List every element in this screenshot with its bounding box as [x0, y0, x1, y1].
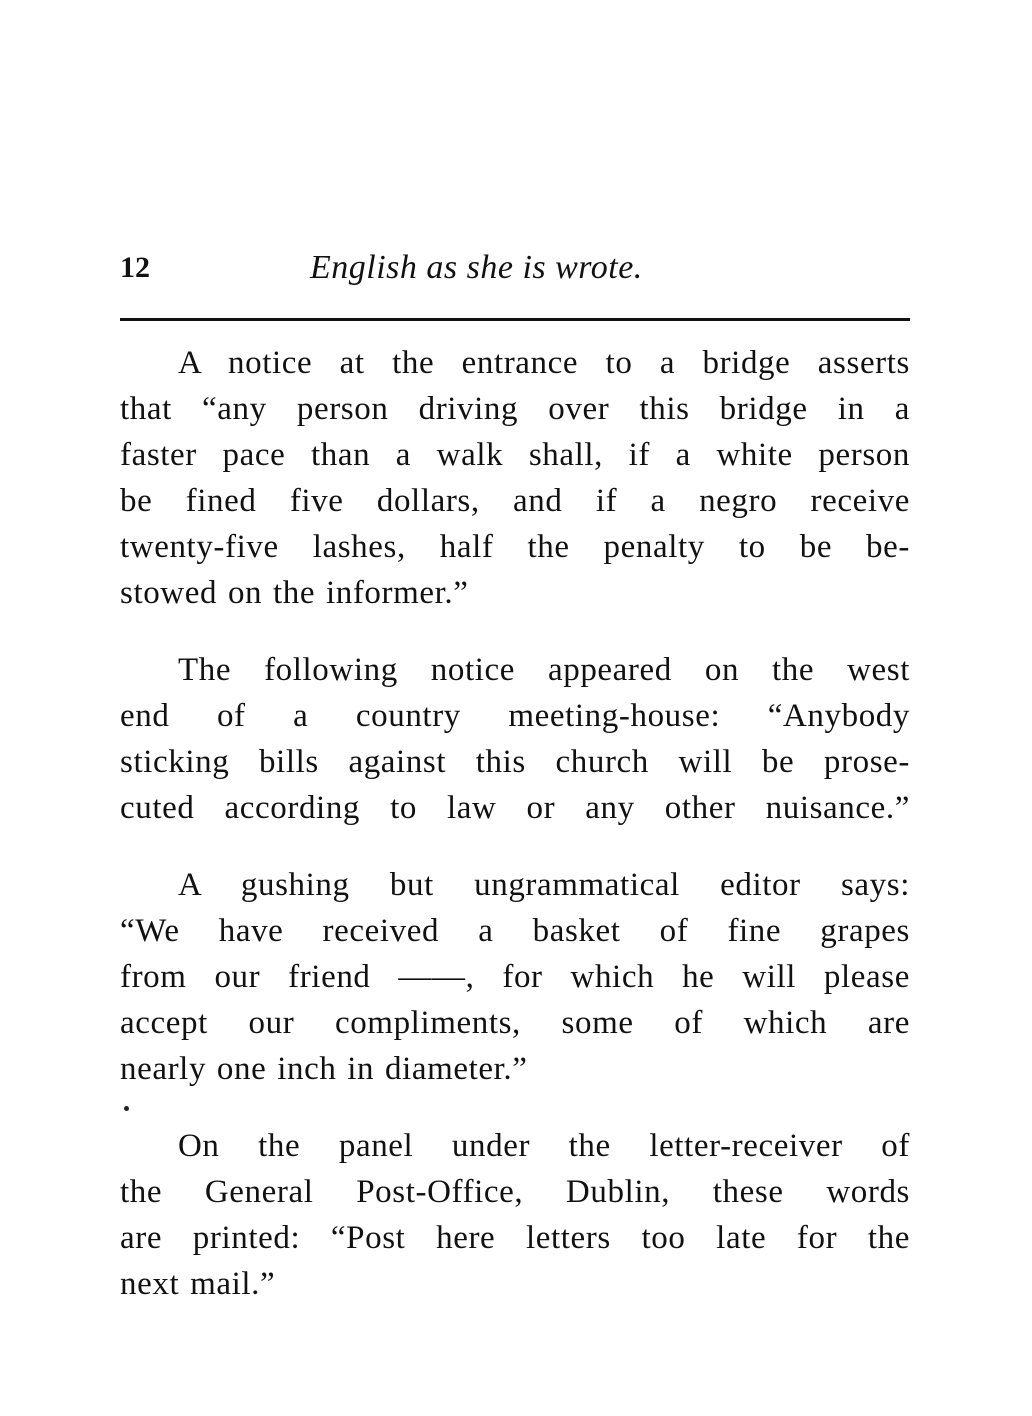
running-title: English as she is wrote. [310, 249, 643, 286]
text-line: next mail.” [120, 1266, 276, 1302]
text-line: stowed on the informer.” [120, 575, 469, 611]
stray-ink-mark [124, 1106, 129, 1111]
running-head [120, 248, 910, 292]
text-line: be fined five dollars, and if a negro receive [120, 483, 910, 519]
text-line: “We have received a basket of fine grapes [120, 913, 910, 949]
text-line: end of a country meeting-house: “Anybody [120, 698, 910, 734]
text-line: The following notice appeared on the west [178, 652, 910, 688]
paragraph-meeting-house-notice [120, 647, 910, 831]
paragraph-post-office-dublin [120, 1123, 910, 1307]
text-line: nearly one inch in diameter.” [120, 1051, 528, 1087]
text-line: the General Post-Office, Dublin, these words [120, 1174, 910, 1210]
text-line: from our friend ——, for which he will please [120, 959, 910, 995]
text-line: accept our compliments, some of which are [120, 1005, 910, 1041]
text-line: A gushing but ungrammatical editor says: [178, 867, 910, 903]
text-line: cuted according to law or any other nuisance.” [120, 790, 910, 826]
paragraph-editor-grapes [120, 862, 910, 1092]
text-line: sticking bills against this church will be prose- [120, 744, 910, 780]
text-line: On the panel under the letter-receiver of [178, 1128, 910, 1164]
text-line: are printed: “Post here letters too late for the [120, 1220, 910, 1256]
text-line: that “any person driving over this bridge in a [120, 391, 910, 427]
text-line: twenty-five lashes, half the penalty to be be- [120, 529, 910, 565]
body-text [120, 340, 910, 1338]
page-number: 12 [120, 251, 150, 284]
header-rule [120, 318, 910, 321]
paragraph-bridge-notice [120, 340, 910, 616]
text-line: A notice at the entrance to a bridge asserts [178, 345, 910, 381]
text-line: faster pace than a walk shall, if a white person [120, 437, 910, 473]
